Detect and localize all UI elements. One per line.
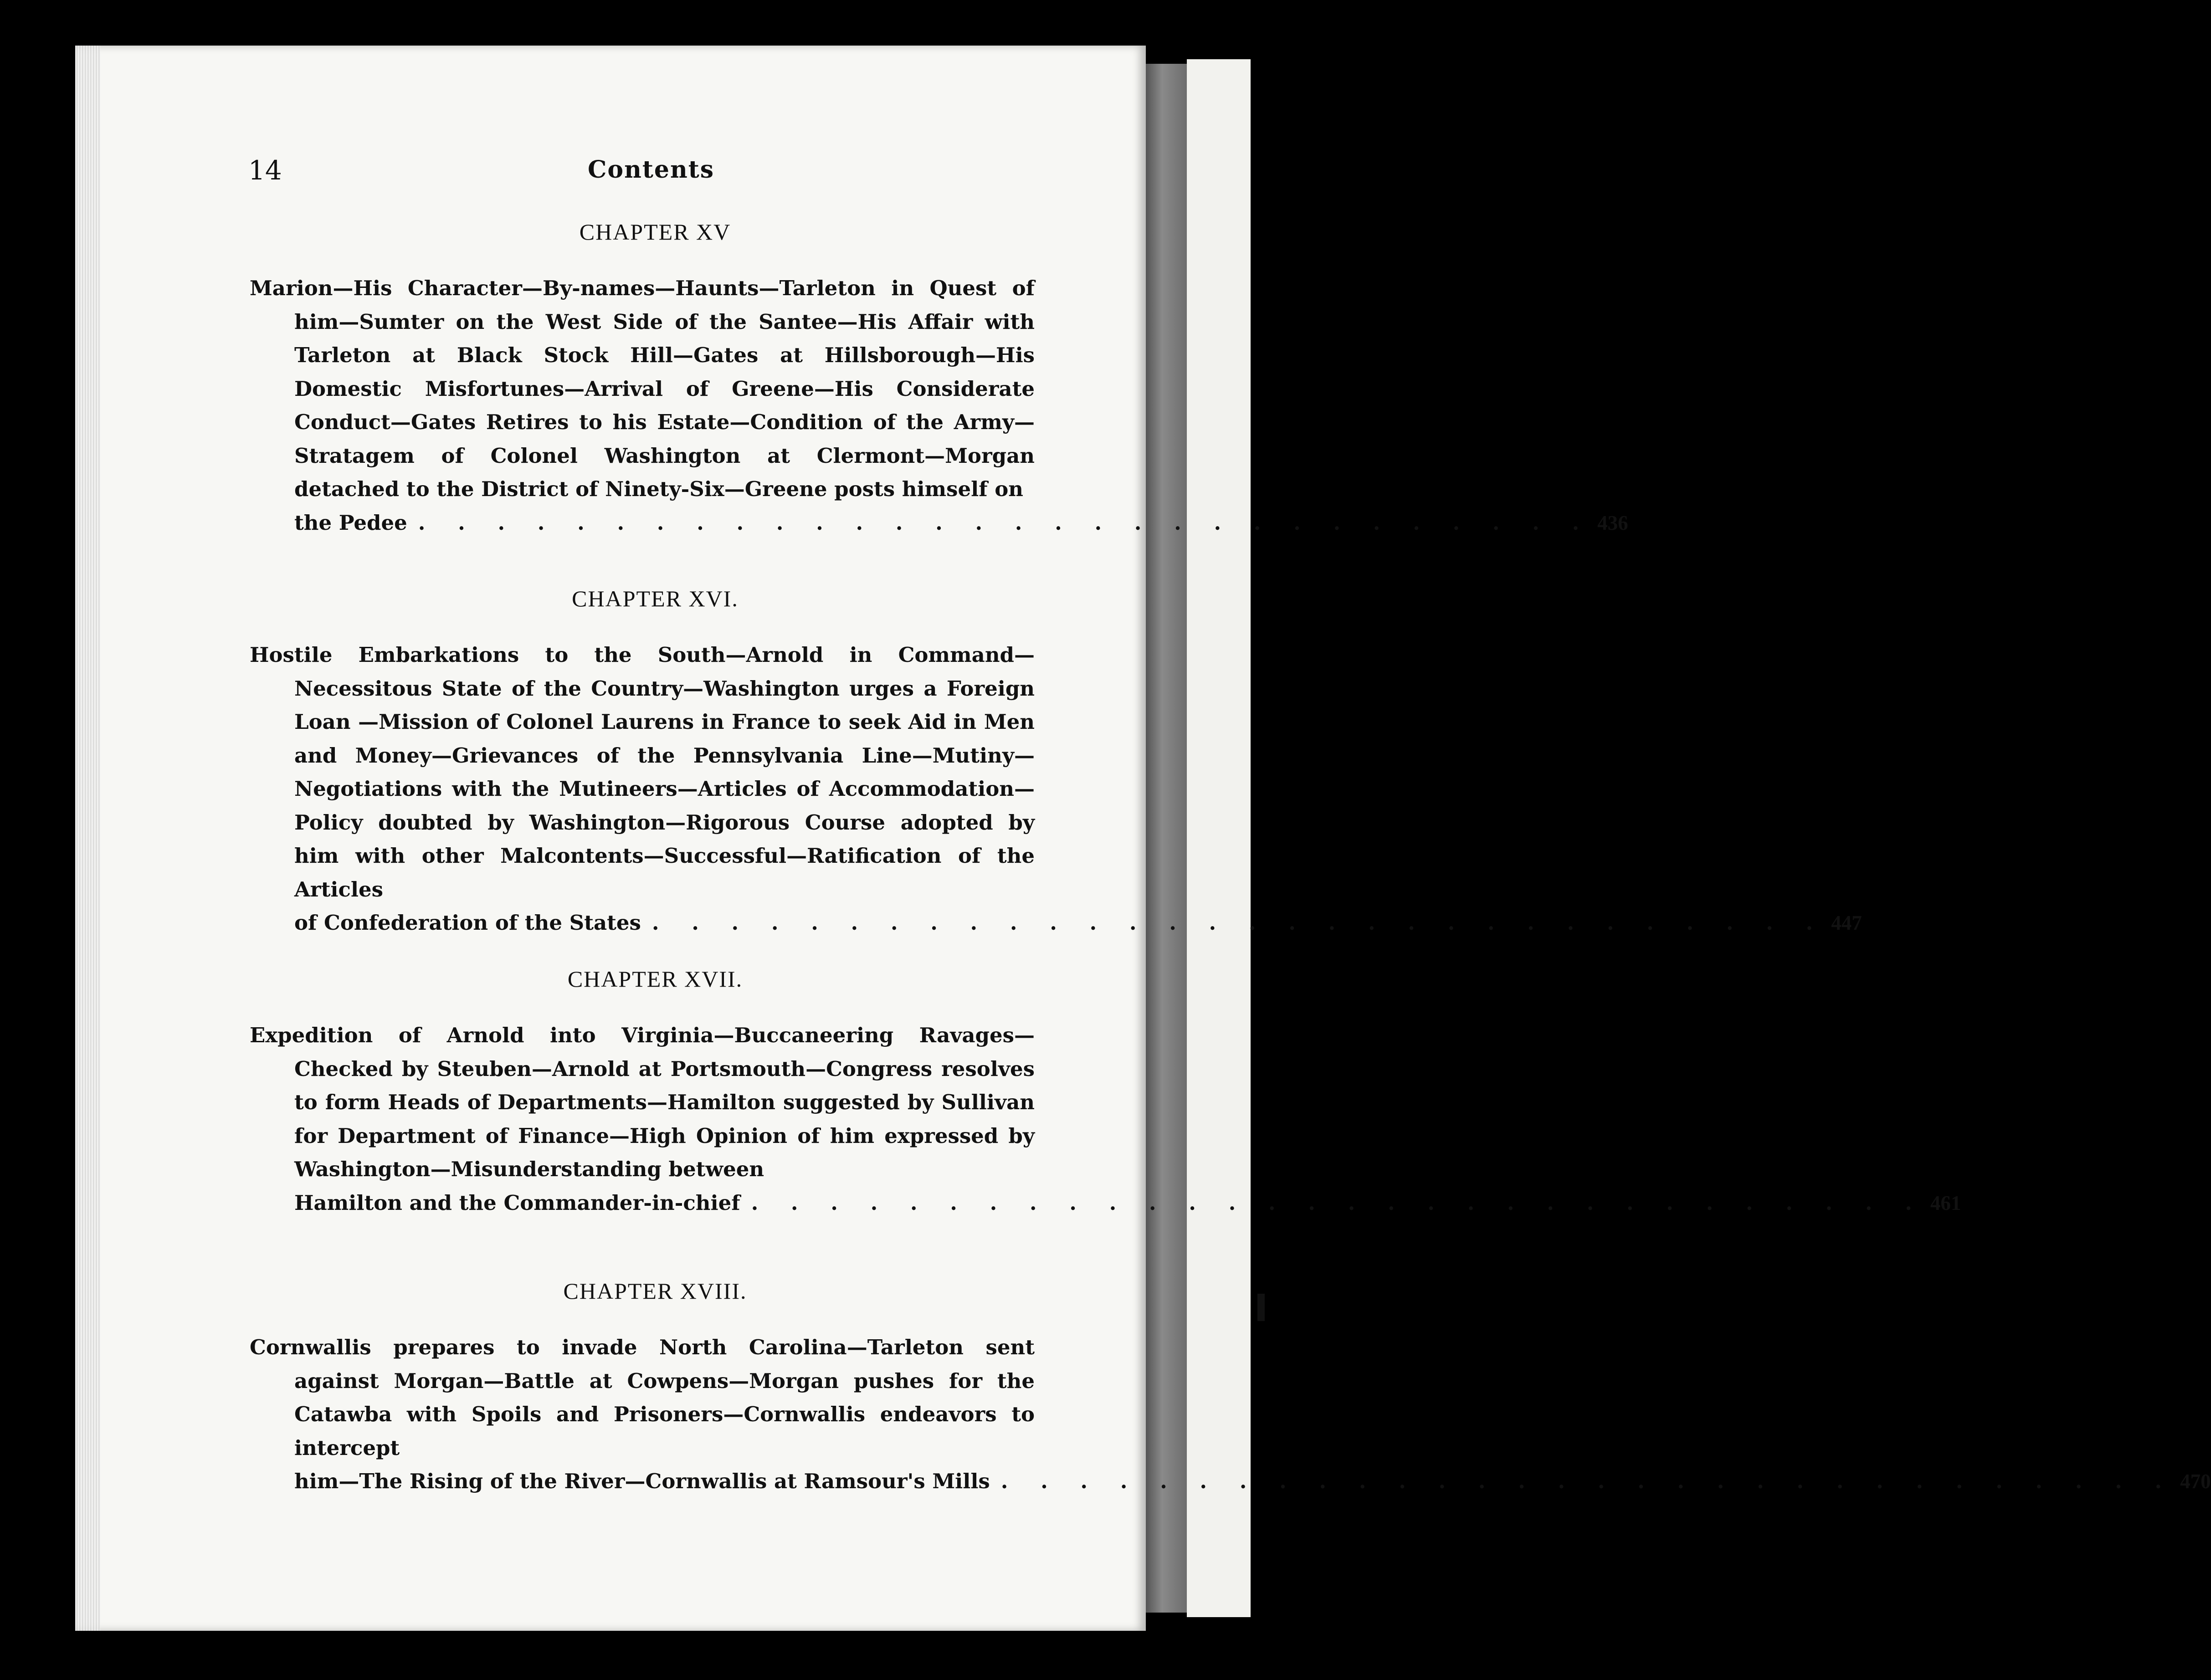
page-reference: 461 [1930, 1191, 1961, 1214]
toc-last-line [250, 506, 1628, 540]
toc-last-line [250, 1186, 1961, 1220]
chapter-entry [250, 585, 1862, 940]
adjacent-page [1187, 59, 1251, 1617]
summary-last-line: of Confederation of the States [294, 911, 641, 935]
chapter-entry [250, 966, 1961, 1220]
dot-leader: . . . . . . . . . . . . . . . . . . . . . . . . . . . . . . [1000, 1469, 2175, 1493]
chapter-summary: Expedition of Arnold into Virginia—Buccaneering Ravages— Checked by Steuben—Arnold at Portsmouth—Congress resolves to form Heads of Departments—Hamilton suggested by Sullivan for Department of Finance—High Opinion of him expressed by Washington—Misunderstanding between [250, 1023, 1035, 1181]
page-reference: 436 [1597, 511, 1628, 534]
running-head: Contents [588, 156, 715, 184]
toc-last-line [250, 1465, 2211, 1499]
chapter-heading: CHAPTER XVI. [572, 586, 739, 611]
chapter-heading: CHAPTER XV [579, 219, 731, 245]
summary-last-line: the Pedee [294, 510, 407, 535]
dot-leader: . . . . . . . . . . . . . . . . . . . . . . . . . . . . . . [751, 1190, 1925, 1215]
summary-last-line: him—The Rising of the River—Cornwallis at Ramsour's Mills [294, 1469, 990, 1493]
dot-leader: . . . . . . . . . . . . . . . . . . . . . . . . . . . . . . [652, 911, 1826, 935]
binding-shadow [1146, 64, 1187, 1613]
chapter-summary: Marion—His Character—By-names—Haunts—Tarleton in Quest of him—Sumter on the West Side of the Santee—His Affair with Tarleton at Black Stock Hill—Gates at Hillsborough—His Domestic Misfortunes—Arrival of Greene—His Considerate Conduct—Gates Retires to his Estate—Condition of the Army—Stratagem of Colonel Washington at Clermont—Morgan detached to the District of Ninety-Six—Greene posts himself on [250, 276, 1035, 501]
page-reference: 447 [1831, 912, 1862, 934]
chapter-summary: Cornwallis prepares to invade North Carolina—Tarleton sent against Morgan—Battle at Cowpens—Morgan pushes for the Catawba with Spoils and Prisoners—Cornwallis endeavors to intercept [250, 1335, 1035, 1460]
summary-last-line: Hamilton and the Commander-in-chief [294, 1190, 740, 1215]
adjacent-page-mark [1257, 1294, 1265, 1321]
chapter-entry [250, 219, 1628, 540]
page-number: 14 [248, 155, 282, 186]
dot-leader: . . . . . . . . . . . . . . . . . . . . . . . . . . . . . . [418, 510, 1592, 535]
chapter-heading: CHAPTER XVII. [567, 966, 743, 992]
page-edge [75, 46, 100, 1631]
chapter-entry [250, 1278, 2211, 1499]
page-reference: 470 [2180, 1470, 2211, 1493]
toc-last-line [250, 906, 1862, 940]
chapter-summary: Hostile Embarkations to the South—Arnold in Command—Necessitous State of the Country—Washington urges a Foreign Loan —Mission of Colonel Laurens in France to seek Aid in Men and Money—Grievances of the Pennsylvania Line—Mutiny—Negotiations with the Mutineers—Articles of Accommodation— Policy doubted by Washington—Rigorous Course adopted by him with other Malcontents—Successful—Ratification of the Articles [250, 643, 1035, 901]
chapter-heading: CHAPTER XVIII. [563, 1278, 747, 1304]
